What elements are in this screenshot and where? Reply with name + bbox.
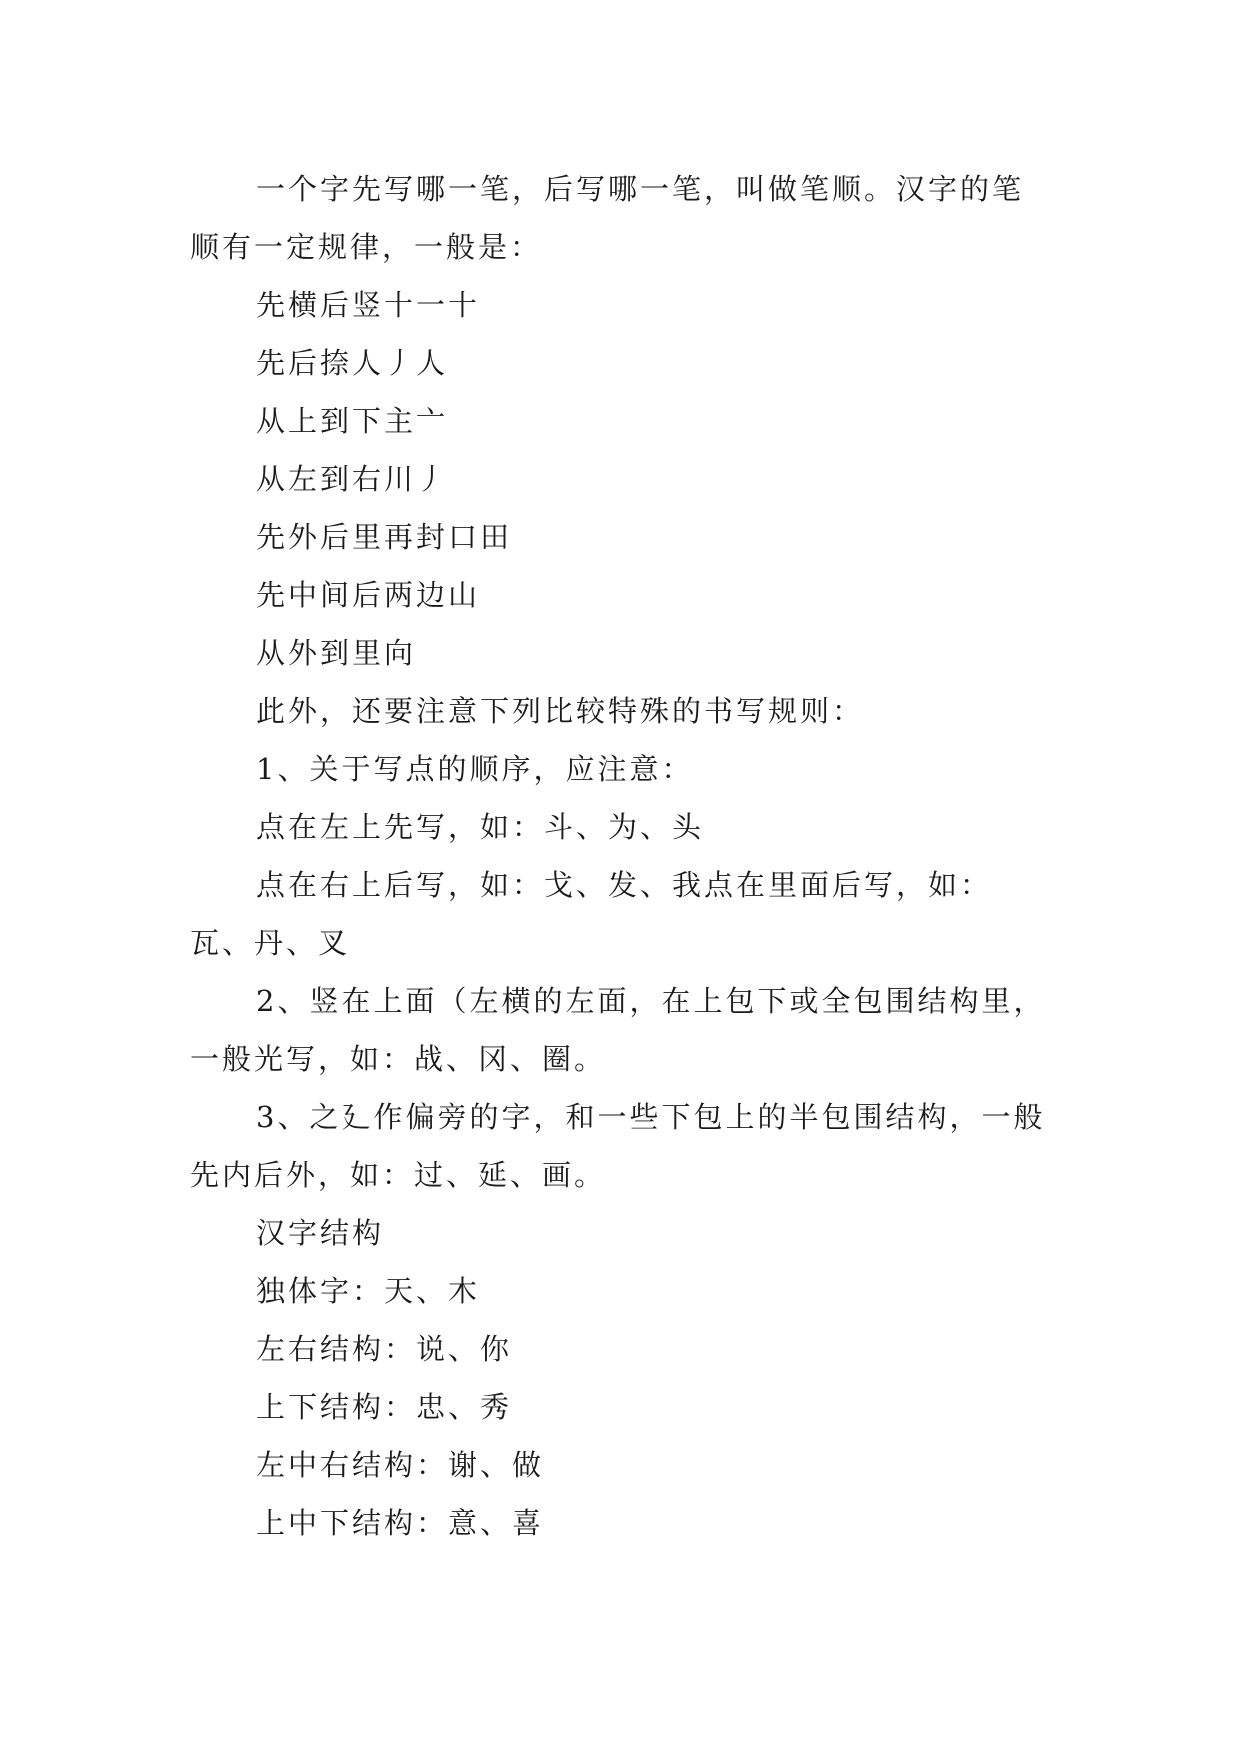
paragraph-structure-left-middle-right: 左中右结构：谢、做 [256, 1448, 545, 1482]
paragraph-structure-single: 独体字：天、木 [256, 1274, 481, 1308]
paragraph-rule-outside-inside-close: 先外后里再封口田 [256, 520, 513, 554]
paragraph-structure-left-right: 左右结构：说、你 [256, 1332, 513, 1366]
paragraph-dot-top-left: 点在左上先写，如：斗、为、头 [256, 810, 705, 844]
paragraph-structure-heading: 汉字结构 [256, 1216, 385, 1250]
paragraph-dot-order-heading: 1、关于写点的顺序，应注意： [256, 752, 694, 786]
paragraph-vertical-on-top: 2、竖在上面（左横的左面，在上包下或全包围结构里，一般光写，如：战、冈、圈。 [190, 984, 1046, 1076]
paragraph-rule-outside-to-inside: 从外到里向 [256, 636, 417, 670]
paragraph-rule-left-to-right: 从左到右川丿 [256, 462, 449, 496]
paragraph-rule-middle-then-sides: 先中间后两边山 [256, 578, 481, 612]
paragraph-structure-top-middle-bottom: 上中下结构：意、喜 [256, 1506, 545, 1540]
paragraph-dot-top-right-inside: 点在右上后写，如：戈、发、我点在里面后写，如：瓦、丹、叉 [190, 868, 993, 960]
paragraph-rule-horizontal-vertical: 先横后竖十一十 [256, 288, 481, 322]
document-body [190, 160, 1050, 1552]
paragraph-structure-top-bottom: 上下结构：忠、秀 [256, 1390, 513, 1424]
paragraph-radical-enclosure: 3、之廴作偏旁的字，和一些下包上的半包围结构，一般先内后外，如：过、延、画。 [190, 1100, 1046, 1192]
paragraph-special-rules-intro: 此外，还要注意下列比较特殊的书写规则： [256, 694, 865, 728]
paragraph-rule-top-to-bottom: 从上到下主亠 [256, 404, 449, 438]
paragraph-rule-left-right-falling: 先后捺人丿人 [256, 346, 449, 380]
paragraph-stroke-order-intro: 一个字先写哪一笔，后写哪一笔，叫做笔顺。汉字的笔顺有一定规律，一般是： [190, 172, 1025, 264]
